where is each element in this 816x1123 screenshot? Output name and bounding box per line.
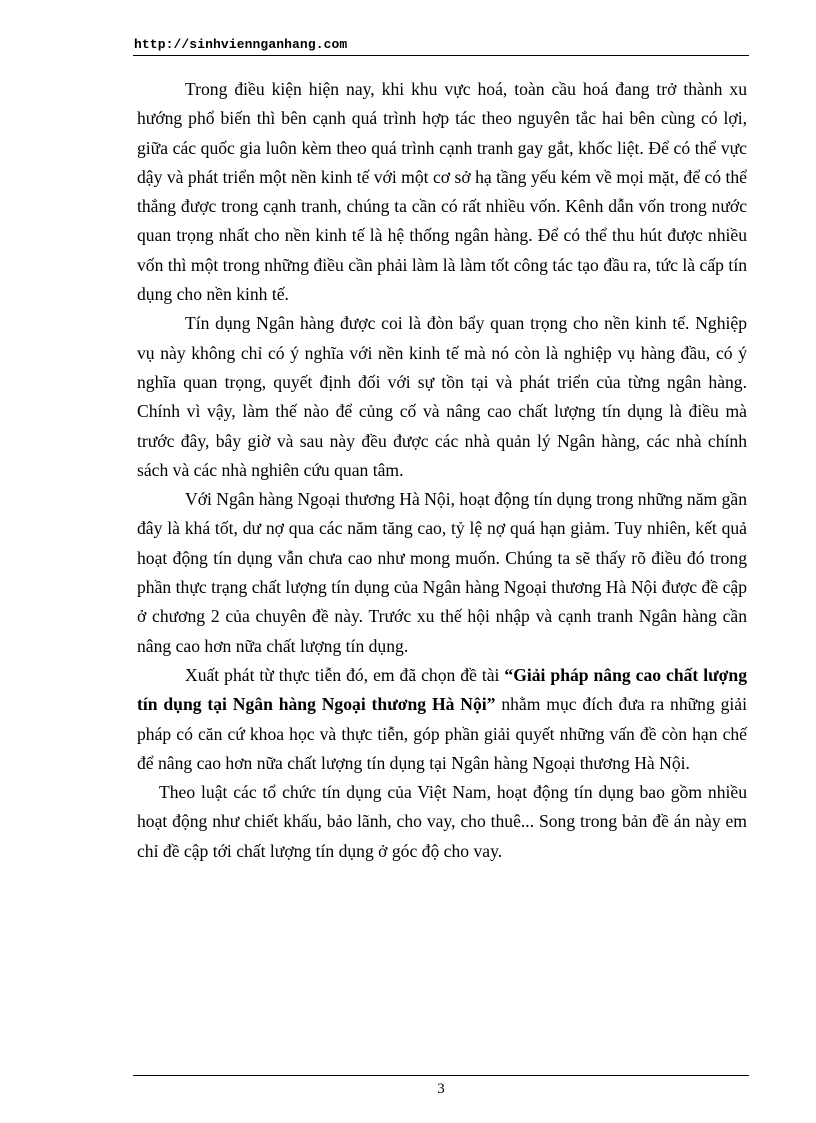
- header-divider: [133, 55, 749, 56]
- paragraph-4-intro: Xuất phát từ thực tiễn đó, em đã chọn đề tài: [185, 664, 505, 685]
- paragraph-1: Trong điều kiện hiện nay, khi khu vực hoá, toàn cầu hoá đang trở thành xu hướng phổ biến thì bên cạnh quá trình hợp tác theo nguyên tắc hai bên cùng có lợi, giữa các quốc gia luôn kèm theo quá trình cạnh tranh gay gắt, khốc liệt. Để có thể vực dậy và phát triển một nền kinh tế với một cơ sở hạ tầng yếu kém về mọi mặt, để có thể thắng được trong cạnh tranh, chúng ta cần có rất nhiều vốn. Kênh dẫn vốn trong nước quan trọng nhất cho nền kinh tế là hệ thống ngân hàng. Để có thể thu hút được nhiều vốn thì một trong những điều cần phải làm là làm tốt công tác tạo đầu ra, tức là cấp tín dụng cho nền kinh tế.: [137, 79, 747, 305]
- page-number: 3: [437, 1081, 445, 1097]
- header-url: http://sinhviennganhang.com: [134, 37, 348, 52]
- document-body: [137, 75, 747, 866]
- paragraph-4-rest: nhằm mục đích đưa ra những giải pháp có căn cứ khoa học và thực tiễn, góp phần giải quyết những vấn đề còn hạn chế để nâng cao hơn nữa chất lượng tín dụng tại Ngân hàng Ngoại thương Hà Nội.: [137, 694, 748, 773]
- footer-divider: [133, 1075, 749, 1076]
- paragraph-2: Tín dụng Ngân hàng được coi là đòn bẩy quan trọng cho nền kinh tế. Nghiệp vụ này không chỉ có ý nghĩa với nền kinh tế mà nó còn là nghiệp vụ hàng đầu, có ý nghĩa quan trọng, quyết định đối với sự tồn tại và phát triển của từng ngân hàng. Chính vì vậy, làm thế nào để củng cố và nâng cao chất lượng tín dụng là điều mà trước đây, bây giờ và sau này đều được các nhà quản lý Ngân hàng, các nhà chính sách và các nhà nghiên cứu quan tâm.: [137, 313, 747, 480]
- thesis-title: “Giải pháp nâng cao chất lượng tín dụng tại Ngân hàng Ngoại thương Hà Nội”: [137, 664, 747, 715]
- paragraph-5: Theo luật các tổ chức tín dụng của Việt Nam, hoạt động tín dụng bao gồm nhiều hoạt động như chiết khấu, bảo lãnh, cho vay, cho thuê... Song trong bản đề án này em chỉ đề cập tới chất lượng tín dụng ở góc độ cho vay.: [137, 782, 747, 861]
- paragraph-3: Với Ngân hàng Ngoại thương Hà Nội, hoạt động tín dụng trong những năm gần đây là khá tốt, dư nợ qua các năm tăng cao, tỷ lệ nợ quá hạn giảm. Tuy nhiên, kết quả hoạt động tín dụng vẫn chưa cao như mong muốn. Chúng ta sẽ thấy rõ điều đó trong phần thực trạng chất lượng tín dụng của Ngân hàng Ngoại thương Hà Nội được đề cập ở chương 2 của chuyên đề này. Trước xu thế hội nhập và cạnh tranh Ngân hàng cần nâng cao hơn nữa chất lượng tín dụng.: [137, 489, 747, 656]
- paragraph-4: [137, 661, 747, 778]
